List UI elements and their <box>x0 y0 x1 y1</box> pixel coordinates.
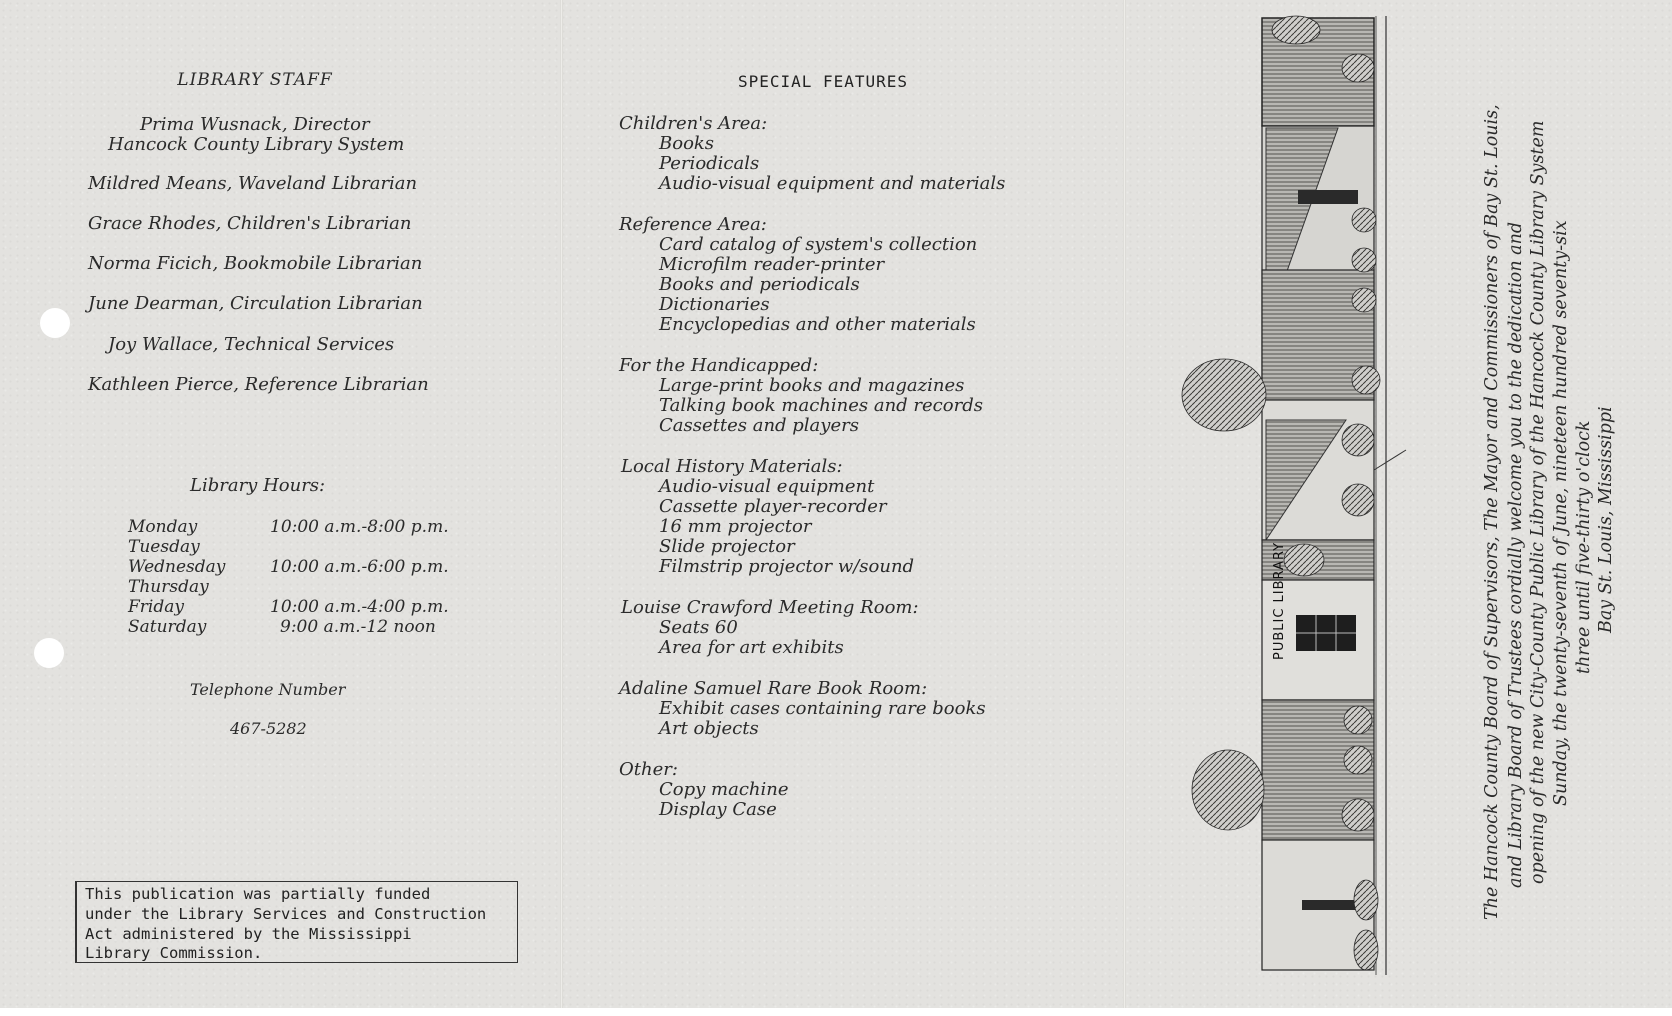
section-item: Encyclopedias and other materials <box>659 314 976 335</box>
staff-childrens: Grace Rhodes, Children's Librarian <box>88 213 412 234</box>
section-item: Card catalog of system's collection <box>659 234 978 255</box>
hours-time: 9:00 a.m.-12 noon <box>280 617 436 637</box>
section-item: Slide projector <box>659 536 795 557</box>
section-heading: Reference Area: <box>619 214 767 235</box>
section-item: Cassettes and players <box>659 415 859 436</box>
invitation-line: opening of the new City-County Public Library of the Hancock County Library System <box>1528 120 1548 884</box>
section-heading: Other: <box>619 759 678 780</box>
section-item: Audio-visual equipment <box>659 476 875 497</box>
staff-bookmobile: Norma Ficich, Bookmobile Librarian <box>88 253 423 274</box>
staff-director: Prima Wusnack, Director <box>140 114 370 135</box>
hours-title: Library Hours: <box>190 475 326 496</box>
section-item: Exhibit cases containing rare books <box>659 698 986 719</box>
features-panel <box>563 0 1123 1008</box>
funding-note-line: Act administered by the Mississippi <box>85 925 412 943</box>
invitation-line: The Hancock County Board of Supervisors, The Mayor and Commissioners of Bay St. Louis, <box>1482 104 1502 920</box>
phone-number: 467-5282 <box>230 719 307 738</box>
staff-panel <box>0 0 560 1008</box>
section-item: Books <box>659 133 715 154</box>
section-item: Cassette player-recorder <box>659 496 887 517</box>
hours-day: Thursday <box>128 577 209 597</box>
cover-panel <box>1126 0 1672 1008</box>
staff-director-system: Hancock County Library System <box>108 134 405 155</box>
section-item: Books and periodicals <box>659 274 860 295</box>
section-item: Display Case <box>659 799 777 820</box>
hours-day: Friday <box>128 597 184 617</box>
section-item: 16 mm projector <box>659 516 812 537</box>
invitation-line: three until five-thirty o'clock <box>1574 420 1594 674</box>
section-item: Area for art exhibits <box>659 637 844 658</box>
features-title: SPECIAL FEATURES <box>737 72 909 91</box>
section-item: Talking book machines and records <box>659 395 983 416</box>
hours-time: 10:00 a.m.-6:00 p.m. <box>270 557 449 577</box>
building-sign: PUBLIC LIBRARY <box>1272 541 1287 660</box>
section-heading: Local History Materials: <box>621 456 843 477</box>
invitation-line: Bay St. Louis, Mississippi <box>1596 406 1616 633</box>
section-heading: Louise Crawford Meeting Room: <box>621 597 919 618</box>
section-heading: Adaline Samuel Rare Book Room: <box>619 678 928 699</box>
section-item: Audio-visual equipment and materials <box>659 173 1006 194</box>
phone-label: Telephone Number <box>190 680 346 699</box>
staff-title: LIBRARY STAFF <box>177 70 333 90</box>
section-item: Filmstrip projector w/sound <box>659 556 915 577</box>
section-heading: For the Handicapped: <box>619 355 819 376</box>
staff-technical: Joy Wallace, Technical Services <box>108 334 395 355</box>
invitation-line: and Library Board of Trustees cordially welcome you to the dedication and <box>1506 221 1526 888</box>
staff-waveland: Mildred Means, Waveland Librarian <box>88 173 418 194</box>
staff-circulation: June Dearman, Circulation Librarian <box>88 293 423 314</box>
section-item: Large-print books and magazines <box>659 375 965 396</box>
hours-day: Tuesday <box>128 537 200 557</box>
section-item: Art objects <box>659 718 759 739</box>
invitation-line: Sunday, the twenty-seventh of June, nineteen hundred seventy-six <box>1551 220 1571 806</box>
funding-note-line: Library Commission. <box>85 944 263 962</box>
hours-time: 10:00 a.m.-8:00 p.m. <box>270 517 449 537</box>
funding-note-line: This publication was partially funded <box>85 885 431 903</box>
funding-note-box <box>75 881 518 963</box>
section-item: Seats 60 <box>659 617 738 638</box>
section-item: Copy machine <box>659 779 789 800</box>
hours-time: 10:00 a.m.-4:00 p.m. <box>270 597 449 617</box>
section-item: Dictionaries <box>659 294 770 315</box>
section-item: Microfilm reader-printer <box>659 254 885 275</box>
hours-day: Monday <box>128 517 198 537</box>
hours-day: Wednesday <box>128 557 226 577</box>
hours-day: Saturday <box>128 617 207 637</box>
funding-note-line: under the Library Services and Construction <box>85 905 487 923</box>
section-heading: Children's Area: <box>619 113 768 134</box>
section-item: Periodicals <box>659 153 760 174</box>
staff-reference: Kathleen Pierce, Reference Librarian <box>88 374 429 395</box>
